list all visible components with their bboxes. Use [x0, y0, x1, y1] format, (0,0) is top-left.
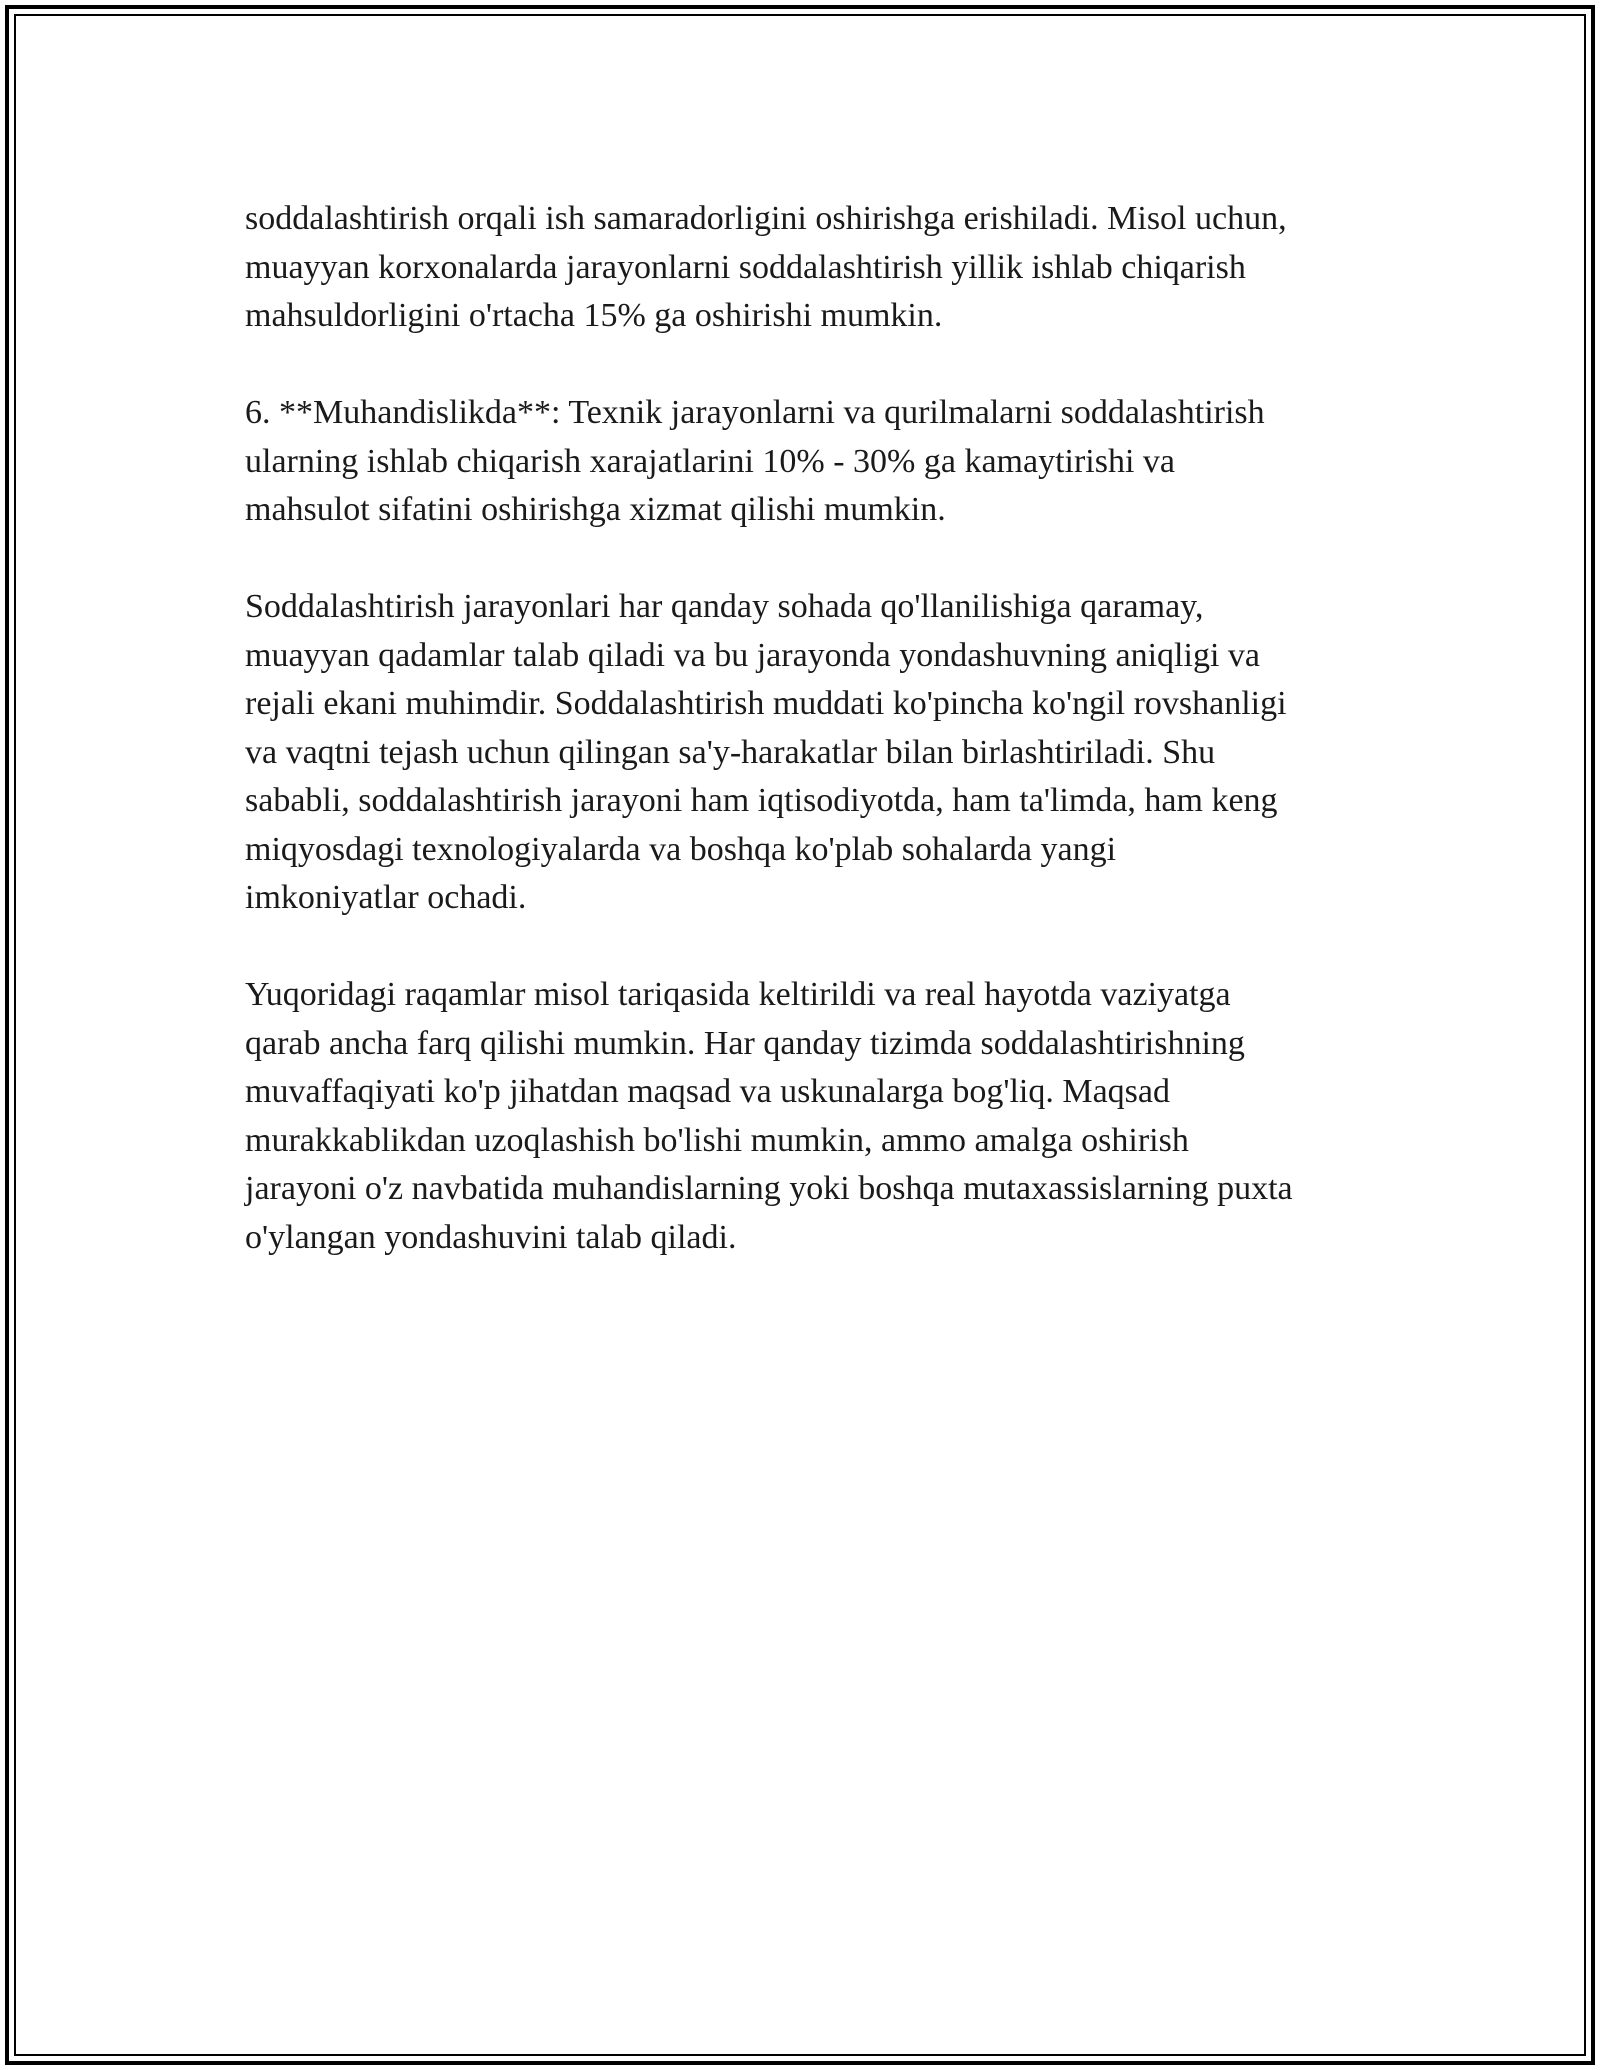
document-body [245, 195, 1395, 1311]
text-line: muayyan qadamlar talab qiladi va bu jarayonda yondashuvning aniqligi va [245, 636, 1260, 674]
text-line: soddalashtirish orqali ish samaradorligini oshirishga erishiladi. Misol uchun, [245, 200, 1287, 237]
text-line: Yuqoridagi raqamlar misol tariqasida keltirildi va real hayotda vaziyatga [245, 976, 1231, 1013]
page-border [5, 5, 1595, 2065]
text-line: Soddalashtirish jarayonlari har qanday sohada qo'llanilishiga qaramay, [245, 588, 1204, 625]
text-line: va vaqtni tejash uchun qilingan sa'y-harakatlar bilan birlashtiriladi. Shu [245, 733, 1216, 771]
text-line: murakkablikdan uzoqlashish bo'lishi mumkin, ammo amalga oshirish [245, 1121, 1189, 1159]
text-line: miqyosdagi texnologiyalarda va boshqa ko'plab sohalarda yangi [245, 830, 1117, 868]
text-line: sababli, soddalashtirish jarayoni ham iqtisodiyotda, ham ta'limda, ham keng [245, 782, 1278, 819]
text-line: rejali ekani muhimdir. Soddalashtirish muddati ko'pincha ko'ngil rovshanligi [245, 685, 1287, 722]
text-line: qarab ancha farq qilishi mumkin. Har qanday tizimda soddalashtirishning [245, 1024, 1245, 1062]
paragraph-2 [245, 389, 1395, 535]
paragraph-1 [245, 195, 1395, 341]
text-line: imkoniyatlar ochadi. [245, 879, 527, 916]
text-line: muayyan korxonalarda jarayonlarni soddalashtirish yillik ishlab chiqarish [245, 248, 1246, 286]
text-line: o'ylangan yondashuvini talab qiladi. [245, 1218, 737, 1256]
text-line: mahsuldorligini o'rtacha 15% ga oshirishi mumkin. [245, 297, 943, 334]
paragraph-3 [245, 583, 1395, 923]
text-line: jarayoni o'z navbatida muhandislarning yoki boshqa mutaxassislarning puxta [245, 1170, 1293, 1207]
paragraph-4 [245, 971, 1395, 1262]
text-line: muvaffaqiyati ko'p jihatdan maqsad va uskunalarga bog'liq. Maqsad [245, 1073, 1171, 1110]
text-line: mahsulot sifatini oshirishga xizmat qilishi mumkin. [245, 491, 946, 528]
text-line: 6. **Muhandislikda**: Texnik jarayonlarni va qurilmalarni soddalashtirish [245, 394, 1265, 431]
text-line: ularning ishlab chiqarish xarajatlarini 10% - 30% ga kamaytirishi va [245, 442, 1176, 480]
